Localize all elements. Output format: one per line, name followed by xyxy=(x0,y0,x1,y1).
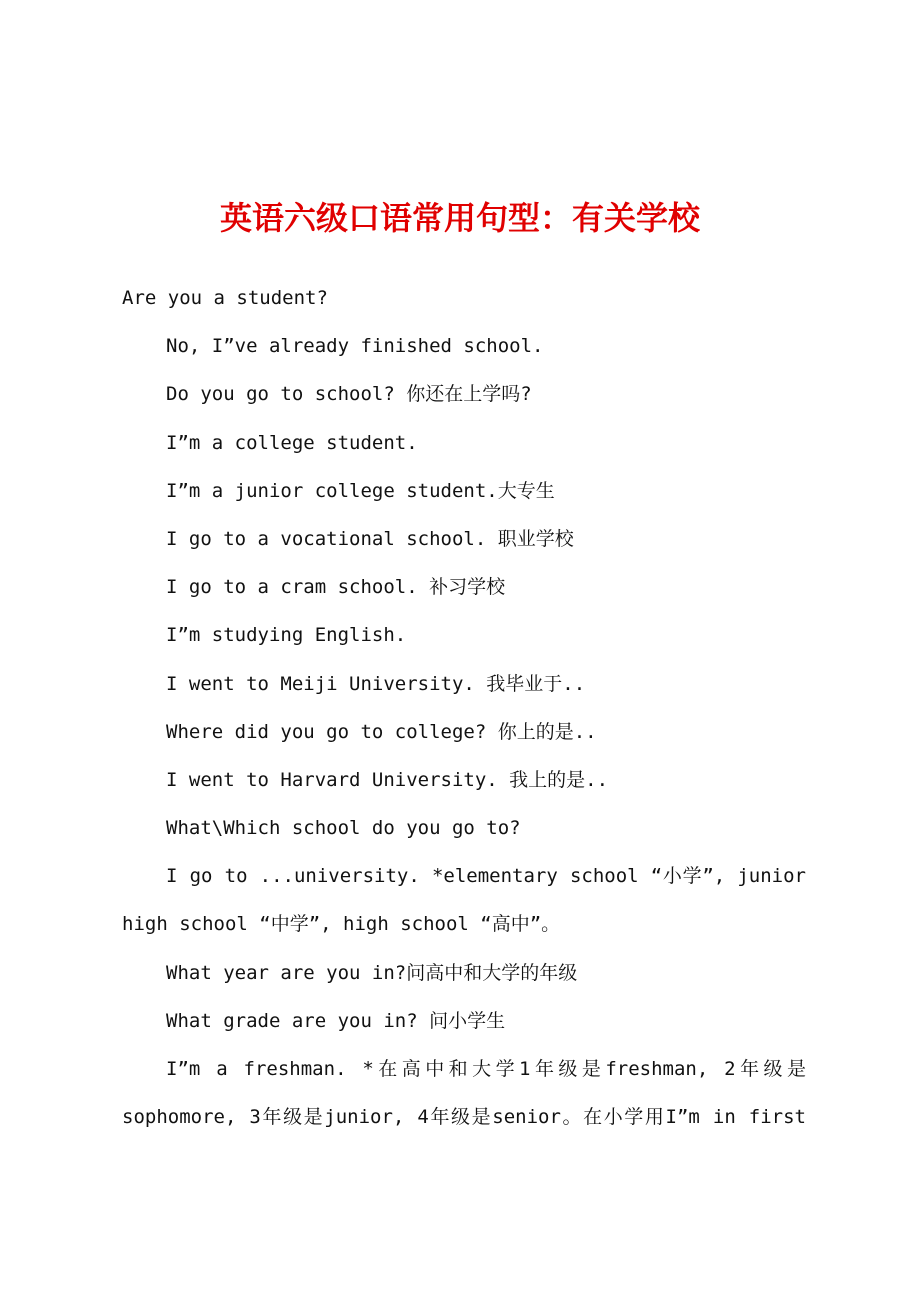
text-line: I go to ...university. *elementary school “小学”, junior xyxy=(166,865,806,888)
text-line: high school “中学”, high school “高中”。 xyxy=(122,913,561,936)
text-line: I”m studying English. xyxy=(166,624,407,647)
text-line: What year are you in?问高中和大学的年级 xyxy=(166,961,578,984)
text-line: Are you a student? xyxy=(122,287,328,309)
text-line: I”m a freshman. *在高中和大学1年级是freshman, 2年级是 xyxy=(166,1058,806,1080)
text-line: I go to a vocational school. 职业学校 xyxy=(166,527,574,550)
text-line: sophomore, 3年级是junior, 4年级是senior。在小学用I”m in first xyxy=(122,1106,806,1129)
text-line: What grade are you in? 问小学生 xyxy=(166,1009,506,1032)
text-line: I go to a cram school. 补习学校 xyxy=(166,576,506,599)
text-line: I”m a junior college student.大专生 xyxy=(166,479,555,502)
text-line: What\Which school do you go to? xyxy=(166,817,521,840)
text-line: I”m a college student. xyxy=(166,431,418,454)
page-title: 英语六级口语常用句型：有关学校 xyxy=(219,199,700,237)
text-line: Where did you go to college? 你上的是.. xyxy=(166,720,597,743)
text-line: I went to Harvard University. 我上的是.. xyxy=(166,768,609,791)
text-line: I went to Meiji University. 我毕业于.. xyxy=(166,672,586,695)
text-line: Do you go to school? 你还在上学吗? xyxy=(166,383,532,406)
text-line: No, I”ve already finished school. xyxy=(166,335,544,358)
document-body xyxy=(122,283,806,1150)
